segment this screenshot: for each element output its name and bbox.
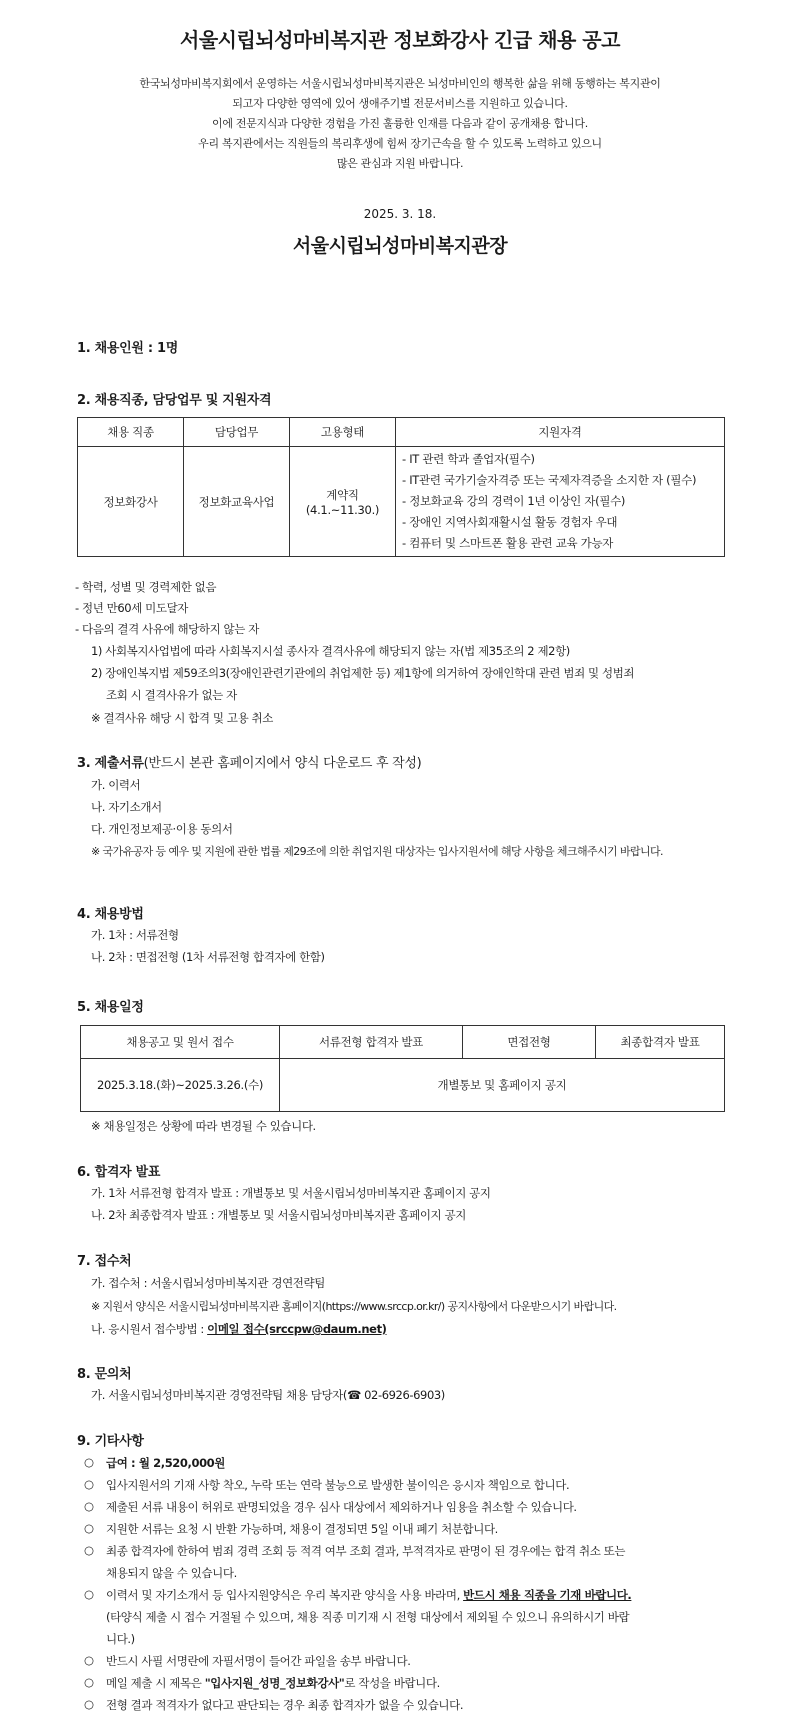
intro-paragraph: [0, 74, 800, 174]
document-item: 나. 자기소개서: [91, 800, 162, 814]
misc-text: 입사지원서의 기재 사항 착오, 누락 또는 연락 불능으로 발생한 불이익은 응시자 책임으로 합니다.: [106, 1478, 570, 1492]
misc-text: 로 작성을 바랍니다.: [344, 1676, 440, 1690]
salary-text: 급여 : 월 2,520,000원: [106, 1456, 225, 1470]
requirement-note: - 다음의 결격 사유에 해당하지 않는 자: [75, 622, 259, 636]
misc-item: [84, 1697, 464, 1713]
misc-text: 반드시 사필 서명란에 자필서명이 들어간 파일을 송부 바랍니다.: [106, 1654, 411, 1668]
email-link[interactable]: 이메일 접수(srccpw@daum.net): [207, 1322, 387, 1336]
intro-line: 한국뇌성마비복지회에서 운영하는 서울시립뇌성마비복지관은 뇌성마비인의 행복한 삶을 위해 동행하는 복지관이: [139, 77, 661, 90]
method-item: 나. 2차 : 면접전형 (1차 서류전형 합격자에 한함): [91, 950, 325, 964]
requirement-note: 2) 장애인복지법 제59조의3(장애인관련기관에의 취업제한 등) 제1항에 의거하여 장애인학대 관련 범죄 및 성범죄: [91, 666, 635, 680]
misc-emphasis: "입사지원_성명_정보화강사": [204, 1676, 345, 1690]
section-7-title: 7. 접수처: [77, 1254, 132, 1269]
bullet-mark: ○: [84, 1543, 94, 1557]
bullet-mark: ○: [84, 1455, 94, 1469]
schedule-note: ※ 채용일정은 상황에 따라 변경될 수 있습니다.: [91, 1119, 316, 1133]
qualification-item: - 장애인 지역사회재활시설 활동 경험자 우대: [402, 515, 618, 529]
qualification-item: - 컴퓨터 및 스마트폰 활용 관련 교육 가능자: [402, 536, 614, 550]
misc-emphasis: 반드시 채용 직종을 기재 바랍니다.: [463, 1588, 632, 1602]
requirement-note: - 정년 만60세 미도달자: [75, 601, 189, 615]
bullet-mark: ○: [84, 1499, 94, 1513]
bullet-mark: ○: [84, 1697, 94, 1711]
misc-item: [84, 1499, 577, 1515]
announcement-method: 개별통보 및 홈페이지 공지: [280, 1059, 725, 1112]
section-9-title: 9. 기타사항: [77, 1434, 144, 1449]
reception-item: 가. 접수처 : 서울시립뇌성마비복지관 경연전략팀: [91, 1276, 325, 1290]
section-3-title: [77, 752, 421, 771]
qualifications-cell: [396, 447, 725, 557]
reception-method-label: 나. 응시원서 접수방법 :: [91, 1322, 208, 1336]
bullet-mark: ○: [84, 1653, 94, 1667]
document-note: ※ 국가유공자 등 예우 및 지원에 관한 법률 제29조에 의한 취업지원 대상자는 입사지원서에 해당 사항을 체크해주시기 바랍니다.: [91, 845, 663, 858]
requirement-note: ※ 결격사유 해당 시 합격 및 고용 취소: [91, 711, 273, 725]
schedule-header: 채용공고 및 원서 접수: [81, 1026, 280, 1059]
reception-method: [91, 1321, 387, 1337]
schedule-table: [80, 1025, 725, 1112]
misc-item: [84, 1653, 411, 1669]
requirement-note: 1) 사회복지사업법에 따라 사회복지시설 종사자 결격사유에 해당되지 않는 자(법 제35조의 2 제2항): [91, 644, 570, 658]
job-table-header: 담당업무: [184, 418, 290, 447]
employment-cell: [290, 447, 396, 557]
intro-line: 이에 전문지식과 다양한 경험을 가진 훌륭한 인재를 다음과 같이 공개채용 합니다.: [212, 117, 588, 130]
schedule-header: 서류전형 합격자 발표: [280, 1026, 463, 1059]
misc-text: 최종 합격자에 한하여 범죄 경력 조회 등 적격 여부 조회 결과, 부적격자로 판명이 된 경우에는 합격 취소 또는: [106, 1544, 626, 1558]
signer: 서울시립뇌성마비복지관장: [292, 235, 508, 257]
job-title-cell: 정보화강사: [78, 447, 184, 557]
misc-text: 지원한 서류는 요청 시 반환 가능하며, 채용이 결정되면 5일 이내 폐기 처분합니다.: [106, 1522, 498, 1536]
employment-type: 계약직: [326, 487, 359, 502]
intro-line: 우리 복지관에서는 직원들의 복리후생에 힘써 장기근속을 할 수 있도록 노력하고 있으니: [198, 137, 602, 150]
duty-cell: 정보화교육사업: [184, 447, 290, 557]
announcement-item: 가. 1차 서류전형 합격자 발표 : 개별통보 및 서울시립뇌성마비복지관 홈페이지 공지: [91, 1186, 491, 1200]
document-item: 다. 개인정보제공·이용 동의서: [91, 822, 233, 836]
misc-text: 전형 결과 적격자가 없다고 판단되는 경우 최종 합격자가 없을 수 있습니다.: [106, 1698, 464, 1712]
job-table: [77, 417, 725, 557]
job-table-header: 지원자격: [396, 418, 725, 447]
job-table-header: 고용형태: [290, 418, 396, 447]
misc-text: 이력서 및 자기소개서 등 입사지원양식은 우리 복지관 양식을 사용 바라며,: [106, 1588, 464, 1602]
misc-item: [84, 1477, 570, 1493]
qualification-item: - IT관련 국가기술자격증 또는 국제자격증을 소지한 자 (필수): [402, 473, 697, 487]
bullet-mark: ○: [84, 1675, 94, 1689]
misc-item-continued: 니다.): [106, 1632, 135, 1646]
misc-item-continued: 채용되지 않을 수 있습니다.: [106, 1566, 237, 1580]
bullet-mark: ○: [84, 1587, 94, 1601]
bullet-mark: ○: [84, 1477, 94, 1491]
requirement-note: 조회 시 결격사유가 없는 자: [106, 688, 237, 702]
section-2-title: 2. 채용직종, 담당업무 및 지원자격: [77, 393, 272, 408]
contact-item: 가. 서울시립뇌성마비복지관 경영전략팀 채용 담당자(☎ 02-6926-6903): [91, 1388, 445, 1402]
misc-item: [84, 1521, 498, 1537]
misc-item: [84, 1543, 626, 1559]
section-5-title: 5. 채용일정: [77, 1000, 144, 1015]
bullet-mark: ○: [84, 1521, 94, 1535]
section-3-title-main: 3. 제출서류: [77, 756, 144, 771]
section-4-title: 4. 채용방법: [77, 907, 144, 922]
page-title: 서울시립뇌성마비복지관 정보화강사 긴급 채용 공고: [180, 28, 620, 52]
employment-period: (4.1.~11.30.): [305, 502, 380, 517]
misc-text: 메일 제출 시 제목은: [106, 1676, 205, 1690]
misc-text: 제출된 서류 내용이 허위로 판명되었을 경우 심사 대상에서 제외하거나 임용을 취소할 수 있습니다.: [106, 1500, 577, 1514]
section-1-title: 1. 채용인원 : 1명: [77, 341, 178, 356]
announcement-item: 나. 2차 최종합격자 발표 : 개별통보 및 서울시립뇌성마비복지관 홈페이지 공지: [91, 1208, 466, 1222]
schedule-header: 최종합격자 발표: [596, 1026, 725, 1059]
section-3-title-sub: (반드시 본관 홈페이지에서 양식 다운로드 후 작성): [143, 756, 422, 771]
application-period: 2025.3.18.(화)~2025.3.26.(수): [81, 1059, 280, 1112]
method-item: 가. 1차 : 서류전형: [91, 928, 179, 942]
section-6-title: 6. 합격자 발표: [77, 1165, 161, 1180]
misc-item: [84, 1675, 440, 1691]
misc-item: [84, 1455, 225, 1471]
misc-item: [84, 1587, 632, 1603]
misc-item-continued: (타양식 제출 시 접수 거절될 수 있으며, 채용 직종 미기재 시 전형 대상에서 제외될 수 있으니 유의하시기 바랍: [106, 1610, 630, 1624]
qualification-item: - 정보화교육 강의 경력이 1년 이상인 자(필수): [402, 494, 626, 508]
schedule-header: 면접전형: [463, 1026, 596, 1059]
document-item: 가. 이력서: [91, 778, 141, 792]
notice-date: 2025. 3. 18.: [363, 207, 437, 221]
job-table-header: 채용 직종: [78, 418, 184, 447]
intro-line: 많은 관심과 지원 바랍니다.: [336, 157, 464, 170]
qualification-item: - IT 관련 학과 졸업자(필수): [402, 452, 535, 466]
section-8-title: 8. 문의처: [77, 1367, 132, 1382]
intro-line: 되고자 다양한 영역에 있어 생애주기별 전문서비스를 지원하고 있습니다.: [232, 97, 568, 110]
requirement-note: - 학력, 성별 및 경력제한 없음: [75, 580, 217, 594]
reception-note: ※ 지원서 양식은 서울시립뇌성마비복지관 홈페이지(https://www.srccp.or.kr/) 공지사항에서 다운받으시기 바랍니다.: [91, 1300, 617, 1313]
